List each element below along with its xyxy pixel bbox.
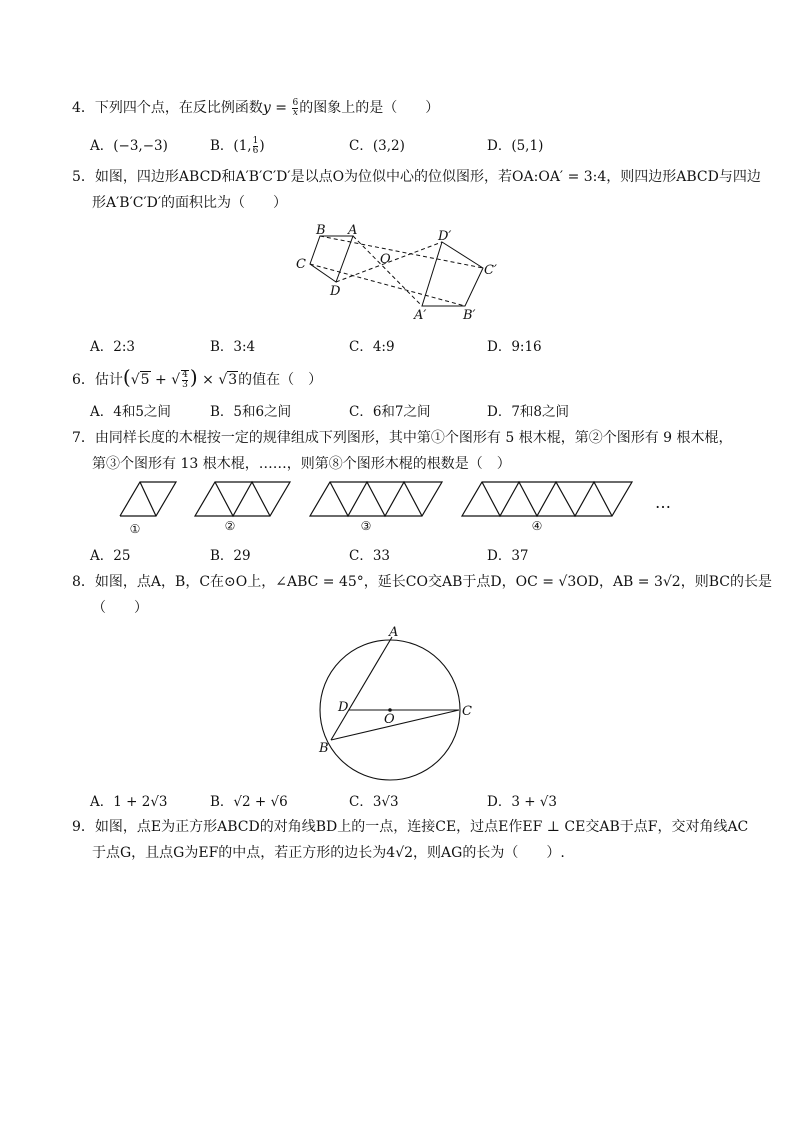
q8-option-c[interactable] — [349, 790, 399, 810]
q4-stem-a: 下列四个点，在反比例函数 — [94, 100, 263, 116]
q5-number: 5． — [72, 169, 95, 185]
option-text: 7和8之间 — [511, 404, 570, 420]
q7-option-c[interactable] — [349, 544, 390, 564]
q7-option-b[interactable] — [210, 544, 251, 564]
label-o: O — [380, 252, 391, 267]
q5-option-c[interactable] — [349, 335, 395, 355]
pattern-ellipsis: … — [655, 493, 671, 512]
q9-stem-line2 — [92, 843, 565, 863]
q8-circle-diagram — [310, 622, 480, 788]
label-c: C — [296, 257, 306, 272]
segment-ab — [331, 637, 392, 740]
segment-bc — [331, 710, 459, 740]
pattern-figure-4-sticks — [482, 482, 612, 516]
q4-option-a[interactable] — [90, 134, 168, 154]
q6-times: × — [197, 372, 219, 388]
label-cp: C′ — [484, 263, 497, 278]
q6-plus: + — [150, 372, 172, 388]
q7-stick-pattern-diagram — [110, 478, 700, 538]
option-letter: A． — [90, 404, 114, 420]
option-text: 1 + 2√3 — [113, 794, 168, 810]
option-text: √2 + √6 — [233, 794, 288, 810]
option-text: 3:4 — [233, 339, 256, 355]
label-d: D — [338, 700, 349, 715]
q6-fraction — [181, 370, 189, 390]
option-text: 3√3 — [372, 794, 399, 810]
option-letter: C． — [349, 548, 373, 564]
label-c: C — [462, 704, 472, 719]
q8-line2: （ ） — [92, 600, 148, 616]
pattern-figure-2-sticks — [215, 482, 270, 516]
option-text: (1, — [233, 138, 252, 154]
q4-func-lhs: y — [262, 100, 271, 116]
q8-line1: 如图，点A，B，C在⊙O上，∠ABC = 45°，延长CO交AB于点D，OC = √3OD，AB = 3√2，则BC的长是 — [94, 574, 772, 590]
option-letter: B． — [210, 404, 234, 420]
q6-pre: 估计 — [94, 372, 123, 388]
option-text: (5,1) — [511, 138, 544, 154]
q7-line2: 第③个图形有 13 根木棍，……，则第⑧个图形木棍的根数是（ ） — [92, 456, 511, 472]
q9-line1: 如图，点E为正方形ABCD的对角线BD上的一点，连接CE，过点E作EF ⊥ CE交AB于点F，交对角线AC — [94, 819, 749, 835]
label-b: B — [319, 741, 329, 756]
q5-line2: 形A′B′C′D′的面积比为（ ） — [92, 195, 288, 211]
q6-option-a[interactable] — [90, 400, 171, 420]
q6-option-c[interactable] — [349, 400, 431, 420]
option-text: 4和5之间 — [113, 404, 171, 420]
option-letter: B． — [210, 339, 234, 355]
q6-option-b[interactable] — [210, 400, 291, 420]
label-dp: D′ — [438, 229, 452, 244]
label-d: D — [330, 284, 341, 299]
option-fraction — [253, 137, 259, 156]
q4-stem-b: 的图象上的是（ ） — [299, 100, 440, 116]
option-letter: D． — [487, 548, 512, 564]
q6-option-d[interactable] — [487, 400, 569, 420]
q6-stem — [72, 367, 322, 390]
q4-options — [90, 134, 740, 154]
q8-stem-line1 — [72, 572, 772, 592]
q4-option-b[interactable] — [210, 134, 265, 156]
q4-option-d[interactable] — [487, 134, 543, 154]
option-text: (3,2) — [372, 138, 405, 154]
pattern-label-2: ② — [224, 519, 236, 533]
option-text: 4:9 — [372, 339, 395, 355]
q6-sqrt1: 5 — [140, 372, 150, 388]
option-letter: D． — [487, 339, 512, 355]
option-letter: B． — [210, 548, 234, 564]
q9-stem-line1 — [72, 817, 748, 837]
q5-line1: 如图，四边形ABCD和A′B′C′D′是以点O为位似中心的位似图形，若OA:OA′ = 3:4，则四边形ABCD与四边 — [94, 169, 761, 185]
q9-line2: 于点G，且点G为EF的中点，若正方形的边长为4√2，则AG的长为（ ）. — [92, 845, 565, 861]
frac-den: 6 — [252, 146, 259, 156]
option-text: 33 — [372, 548, 391, 564]
q8-stem-line2 — [92, 598, 148, 618]
q4-fraction — [292, 99, 298, 118]
option-letter: D． — [487, 138, 512, 154]
pattern-label-4: ④ — [531, 519, 543, 533]
frac-den: 3 — [182, 380, 188, 390]
option-text: 9:16 — [511, 339, 542, 355]
q6-post: 的值在（ ） — [238, 372, 323, 388]
q5-stem-line1 — [72, 167, 761, 187]
q7-number: 7． — [72, 430, 95, 446]
label-b: B — [316, 223, 326, 238]
option-text: 5和6之间 — [233, 404, 292, 420]
q7-stem-line2 — [92, 454, 511, 474]
q6-paren-open: ( — [122, 365, 131, 389]
frac-num: 4 — [182, 370, 188, 380]
q5-stem-line2 — [92, 193, 287, 213]
q7-stem-line1 — [72, 428, 733, 448]
option-letter: B． — [210, 138, 234, 154]
q6-number: 6． — [72, 372, 95, 388]
q6-paren-close: ) — [189, 365, 198, 389]
q7-option-a[interactable] — [90, 544, 130, 564]
option-letter: C． — [349, 138, 373, 154]
option-text: 3 + √3 — [511, 794, 558, 810]
option-letter: D． — [487, 794, 512, 810]
q7-options — [90, 544, 740, 564]
option-text: 29 — [233, 548, 251, 564]
q4-frac-num: 6 — [292, 97, 299, 108]
q8-number: 8． — [72, 574, 95, 590]
q8-option-d[interactable] — [487, 790, 557, 810]
option-letter: D． — [487, 404, 512, 420]
q4-option-c[interactable] — [349, 134, 405, 154]
option-letter: A． — [90, 138, 114, 154]
q5-option-b[interactable] — [210, 335, 255, 355]
q4-stem — [72, 98, 439, 118]
option-text: 25 — [113, 548, 131, 564]
q9-number: 9． — [72, 819, 95, 835]
q4-eq: = — [270, 100, 292, 116]
q7-option-d[interactable] — [487, 544, 529, 564]
option-close: ) — [259, 138, 265, 154]
option-text: 6和7之间 — [372, 404, 431, 420]
q5-options — [90, 335, 740, 355]
option-letter: B． — [210, 794, 234, 810]
option-letter: A． — [90, 339, 114, 355]
option-letter: A． — [90, 794, 114, 810]
pattern-label-3: ③ — [360, 519, 372, 533]
q5-similar-figures-diagram — [290, 220, 510, 324]
q6-sqrt-sign-2: √ — [171, 372, 181, 388]
q4-number: 4． — [72, 100, 95, 116]
label-ap: A′ — [414, 308, 427, 323]
label-a: A — [348, 223, 358, 238]
option-letter: A． — [90, 548, 114, 564]
option-text: (−3,−3) — [113, 138, 168, 154]
q8-option-b[interactable] — [210, 790, 288, 810]
pattern-figure-3-sticks — [330, 482, 422, 516]
quad-apbpcpdp — [422, 242, 483, 306]
q6-sqrt-sign-3: √ — [218, 372, 228, 388]
q4-frac-den: x — [292, 107, 298, 118]
label-a: A — [389, 625, 399, 640]
q6-sqrt2: 3 — [228, 372, 238, 388]
q8-option-a[interactable] — [90, 790, 168, 810]
quad-abcd — [310, 236, 353, 282]
q5-option-d[interactable] — [487, 335, 542, 355]
q5-option-a[interactable] — [90, 335, 135, 355]
q6-sqrt-sign-1: √ — [130, 372, 140, 388]
dash-line-a-ap — [353, 236, 422, 306]
q7-line1: 由同样长度的木棍按一定的规律组成下列图形，其中第①个图形有 5 根木棍，第②个图形有 9 根木棍， — [94, 430, 733, 446]
label-bp: B′ — [463, 308, 476, 323]
option-letter: C． — [349, 339, 373, 355]
pattern-label-1: ① — [129, 522, 141, 536]
frac-num: 1 — [252, 136, 259, 146]
pattern-figure-1-stick — [140, 482, 156, 516]
option-letter: C． — [349, 404, 373, 420]
q8-options — [90, 790, 740, 810]
q6-options — [90, 400, 740, 420]
option-text: 37 — [511, 548, 529, 564]
label-o: O — [384, 712, 395, 727]
option-letter: C． — [349, 794, 373, 810]
option-text: 2:3 — [113, 339, 135, 355]
